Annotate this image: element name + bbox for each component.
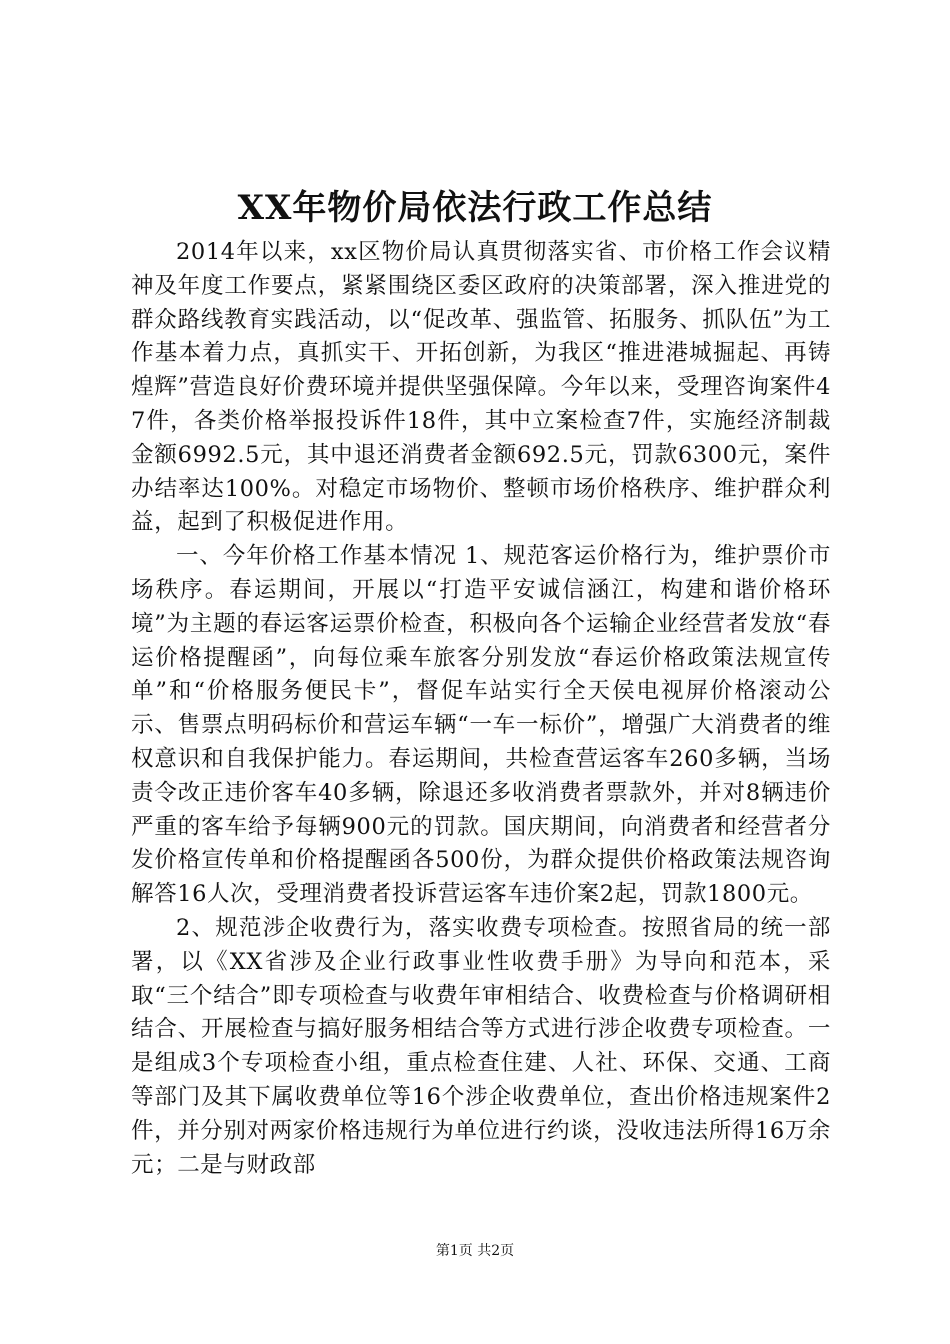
- document-body: [131, 236, 831, 1182]
- paragraph-section-1: 一、今年价格工作基本情况 1、规范客运价格行为，维护票价市场秩序。春运期间，开展以“打造平安诚信涵江，构建和谐价格环境”为主题的春运客运票价检查，积极向各个运输企业经营者发放“春运价格提醒函”，向每位乘车旅客分别发放“春运价格政策法规宣传单”和“价格服务便民卡”，督促车站实行全天侯电视屏价格滚动公示、售票点明码标价和营运车辆“一车一标价”，增强广大消费者的维权意识和自我保护能力。春运期间，共检查营运客车260多辆，当场责令改正违价客车40多辆，除退还多收消费者票款外，并对8辆违价严重的客车给予每辆900元的罚款。国庆期间，向消费者和经营者分发价格宣传单和价格提醒函各500份，为群众提供价格政策法规咨询解答16人次，受理消费者投诉营运客车违价案2起，罚款1800元。: [131, 543, 831, 908]
- paragraph-section-2: 2、规范涉企收费行为，落实收费专项检查。按照省局的统一部署，以《XX省涉及企业行政事业性收费手册》为导向和范本，采取“三个结合”即专项检查与收费年审相结合、收费检查与价格调研相结合、开展检查与搞好服务相结合等方式进行涉企收费专项检查。一是组成3个专项检查小组，重点检查住建、人社、环保、交通、工商等部门及其下属收费单位等16个涉企收费单位，查出价格违规案件2件，并分别对两家价格违规行为单位进行约谈，没收违法所得16万余元；二是与财政部: [131, 914, 831, 1178]
- paragraph-intro: 2014年以来，xx区物价局认真贯彻落实省、市价格工作会议精神及年度工作要点，紧紧围绕区委区政府的决策部署，深入推进党的群众路线教育实践活动，以“促改革、强监管、拓服务、抓队伍”为工作基本着力点，真抓实干、开拓创新，为我区“推进港城掘起、再铸煌辉”营造良好价费环境并提供坚强保障。今年以来，受理咨询案件47件，各类价格举报投诉件18件，其中立案检查7件，实施经济制裁金额6992.5元，其中退还消费者金额692.5元，罚款6300元，案件办结率达100%。对稳定市场物价、整顿市场价格秩序、维护群众利益，起到了积极促进作用。: [131, 239, 831, 536]
- document-title: XX年物价局依法行政工作总结: [237, 188, 713, 228]
- page-number-footer: 第1页 共2页: [435, 1243, 515, 1259]
